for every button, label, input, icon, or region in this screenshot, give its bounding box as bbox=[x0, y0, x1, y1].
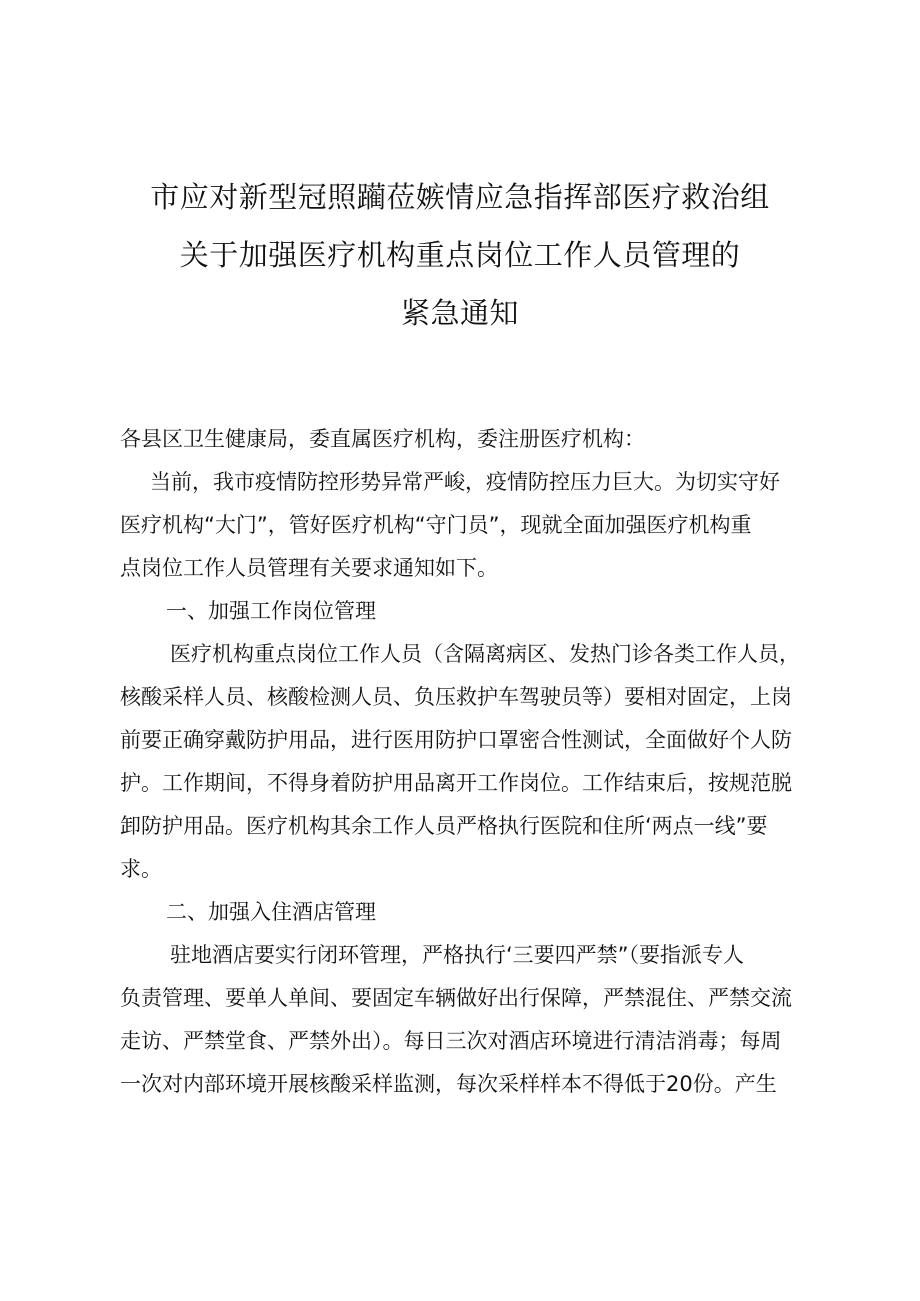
title-line-1: 市应对新型冠照躏莅嫉情应急指挥部医疗救治组 bbox=[150, 180, 770, 214]
section-1-line: 核酸采样人员、核酸检测人员、负压救护车驾驶员等）要相对固定，上岗 bbox=[120, 685, 792, 709]
intro-line: 医疗机构“大门”，管好医疗机构“守门员”，现就全面加强医疗机构重 bbox=[120, 513, 752, 537]
section-2-line: 走访、严禁堂食、严禁外出）。每日三次对酒店环境进行清洁消毒；每周 bbox=[120, 1029, 782, 1053]
section-1-heading: 一、加强工作岗位管理 bbox=[166, 599, 376, 623]
section-1-line: 求。 bbox=[120, 857, 162, 881]
title-line-3: 紧急通知 bbox=[400, 296, 519, 330]
intro-line: 点岗位工作人员管理有关要求通知如下。 bbox=[120, 556, 498, 580]
section-2-line: 驻地酒店要实行闭环管理，严格执行‘三要四严禁”（要指派专人 bbox=[170, 943, 745, 967]
document-title bbox=[0, 168, 920, 342]
section-2-heading: 二、加强入住酒店管理 bbox=[166, 900, 376, 924]
intro-line: 当前，我市疫情防控形势异常严峻，疫情防控压力巨大。为切实守好 bbox=[150, 470, 780, 494]
section-1-line: 医疗机构重点岗位工作人员（含隔离病区、发热门诊各类工作人员， bbox=[170, 642, 800, 666]
title-line-2: 关于加强医疗机构重点岗位工作人员管理的 bbox=[179, 238, 741, 272]
section-2-line: 一次对内部环境开展核酸采样监测，每次采样样本不得低于20份。产生 bbox=[120, 1072, 777, 1096]
section-2-line: 负责管理、要单人单间、要固定车辆做好出行保障，严禁混住、严禁交流 bbox=[120, 986, 792, 1010]
section-1-line: 卸防护用品。医疗机构其余工作人员严格执行医院和住所‘两点一线”要 bbox=[120, 814, 768, 838]
section-1-line: 前要正确穿戴防护用品，进行医用防护口罩密合性测试，全面做好个人防 bbox=[120, 728, 792, 752]
section-1-line: 护。工作期间，不得身着防护用品离开工作岗位。工作结束后，按规范脱 bbox=[120, 771, 792, 795]
document-body bbox=[120, 418, 810, 1106]
salutation: 各县区卫生健康局，委直属医疗机构，委注册医疗机构： bbox=[120, 427, 645, 451]
